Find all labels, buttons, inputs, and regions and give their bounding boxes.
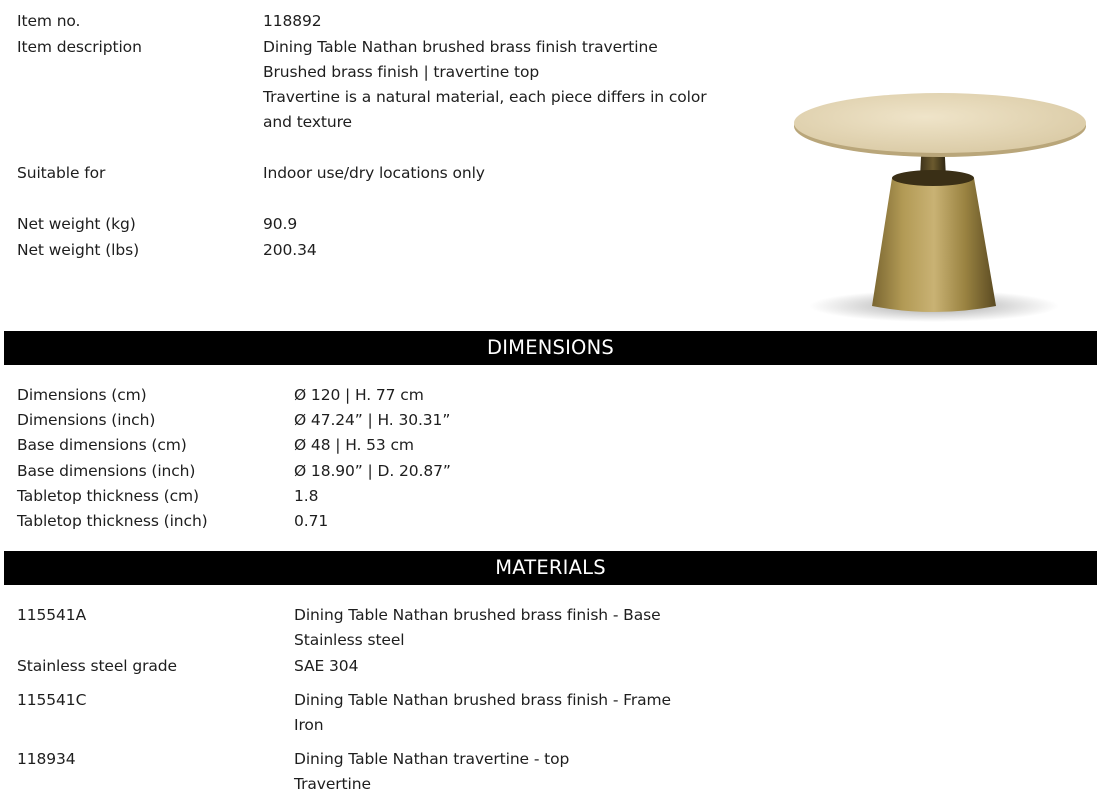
dimensions-row-label: Base dimensions (cm) (17, 436, 187, 454)
material-name: Stainless steel (294, 631, 405, 649)
dimensions-row-value: 0.71 (294, 512, 329, 530)
material-code: 115541A (17, 606, 87, 624)
dimensions-row-value: Ø 120 | H. 77 cm (294, 386, 424, 404)
suitable-for-value: Indoor use/dry locations only (263, 164, 485, 182)
item-description-line: and texture (263, 113, 352, 131)
dimensions-row-label: Tabletop thickness (cm) (17, 487, 199, 505)
material-description: Dining Table Nathan travertine - top (294, 750, 570, 768)
net-weight-lbs-value: 200.34 (263, 241, 317, 259)
item-description-line: Travertine is a natural material, each piece differs in color (263, 88, 707, 106)
material-description: Dining Table Nathan brushed brass finish - Frame (294, 691, 671, 709)
dimensions-row-label: Base dimensions (inch) (17, 462, 196, 480)
item-description-label: Item description (17, 38, 142, 56)
material-code: 115541C (17, 691, 87, 709)
dimensions-row-label: Dimensions (inch) (17, 411, 156, 429)
suitable-for-label: Suitable for (17, 164, 106, 182)
dimensions-row-value: 1.8 (294, 487, 319, 505)
material-name: Iron (294, 716, 324, 734)
steel-grade-label: Stainless steel grade (17, 657, 177, 675)
material-description: Dining Table Nathan brushed brass finish - Base (294, 606, 661, 624)
material-name: Travertine (294, 775, 371, 793)
dimensions-section-header: DIMENSIONS (4, 331, 1097, 365)
dining-table-image (782, 78, 1094, 324)
item-description-line: Brushed brass finish | travertine top (263, 63, 540, 81)
net-weight-lbs-label: Net weight (lbs) (17, 241, 140, 259)
dimensions-row-value: Ø 18.90” | D. 20.87” (294, 462, 451, 480)
dimensions-row-label: Dimensions (cm) (17, 386, 147, 404)
item-description-line: Dining Table Nathan brushed brass finish travertine (263, 38, 658, 56)
material-code: 118934 (17, 750, 76, 768)
materials-section-header: MATERIALS (4, 551, 1097, 585)
dimensions-row-label: Tabletop thickness (inch) (17, 512, 208, 530)
dimensions-row-value: Ø 47.24” | H. 30.31” (294, 411, 451, 429)
net-weight-kg-label: Net weight (kg) (17, 215, 136, 233)
item-no-value: 118892 (263, 12, 322, 30)
steel-grade-value: SAE 304 (294, 657, 359, 675)
dimensions-row-value: Ø 48 | H. 53 cm (294, 436, 414, 454)
net-weight-kg-value: 90.9 (263, 215, 298, 233)
item-no-label: Item no. (17, 12, 81, 30)
